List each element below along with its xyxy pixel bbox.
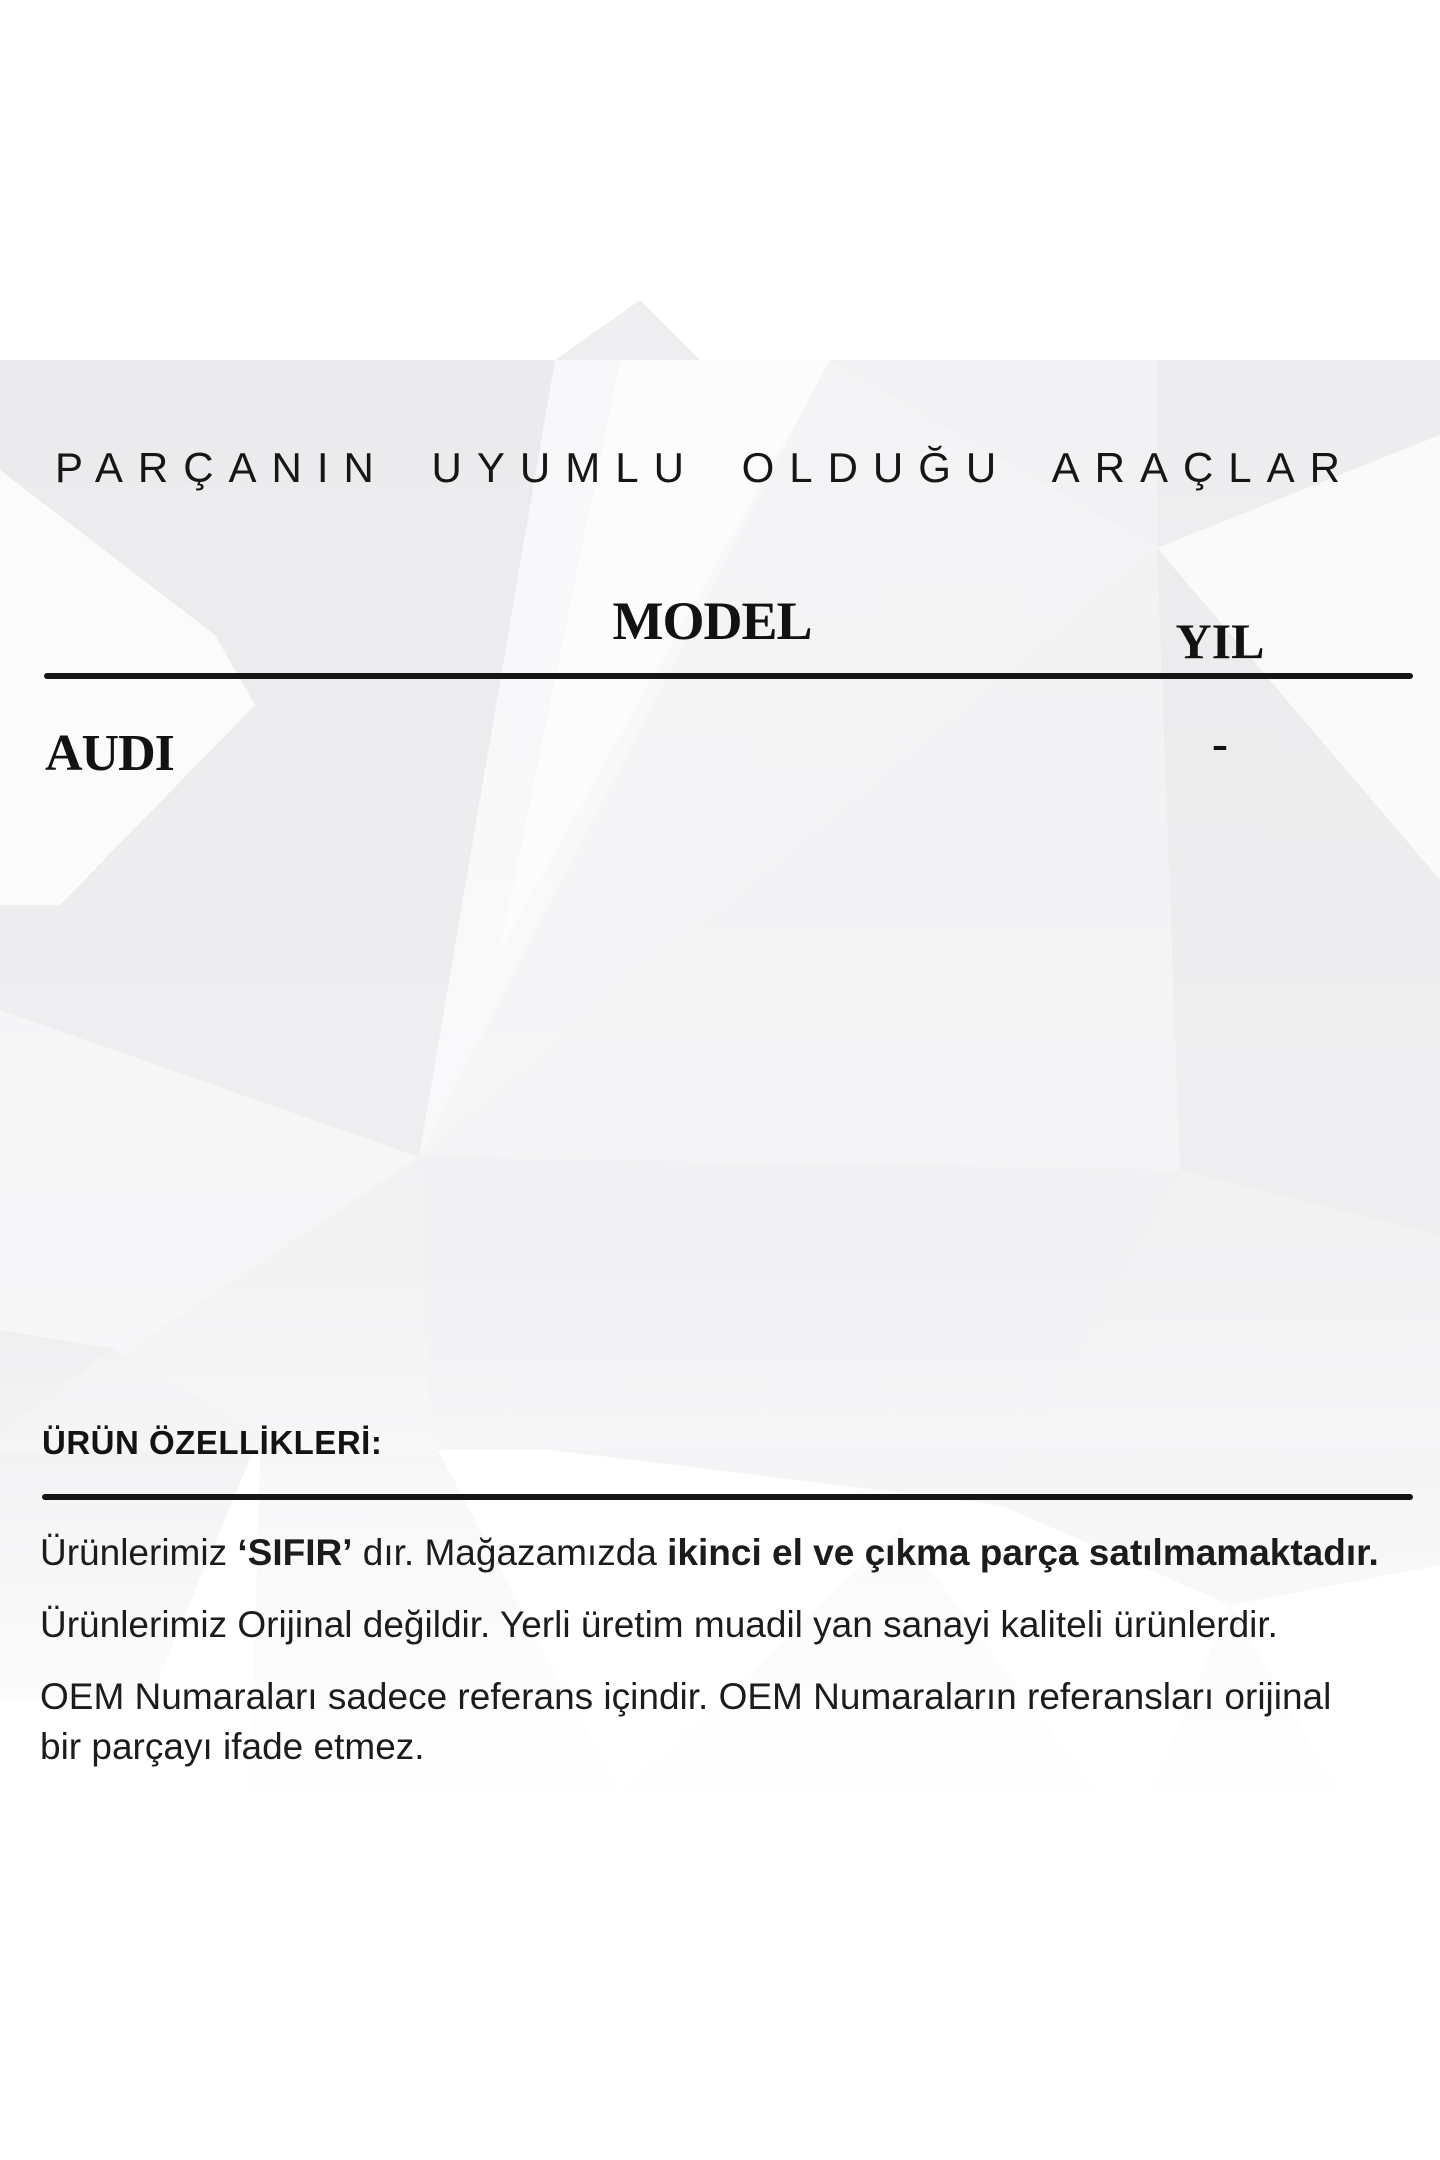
table-row-brand: AUDI bbox=[45, 725, 174, 782]
feature-text: dır. Mağazamızda bbox=[352, 1532, 668, 1573]
feature-paragraph-line bbox=[40, 1600, 1440, 1650]
feature-text: Ürünlerimiz Orijinal değildir. Yerli üretim muadil yan sanayi kaliteli ürünlerdir. bbox=[40, 1604, 1278, 1645]
features-paragraphs bbox=[40, 1528, 1440, 1794]
feature-text: Ürünlerimiz bbox=[40, 1532, 238, 1573]
table-row-year: - bbox=[1212, 717, 1228, 770]
page-title: PARÇANIN UYUMLU OLDUĞU ARAÇLAR bbox=[54, 444, 1356, 491]
feature-text: bir parçayı ifade etmez. bbox=[40, 1726, 425, 1767]
feature-text-bold: ‘SIFIR’ bbox=[237, 1532, 353, 1573]
feature-paragraph bbox=[40, 1528, 1440, 1578]
table-header-model: MODEL bbox=[612, 591, 812, 651]
feature-paragraph bbox=[40, 1600, 1440, 1650]
feature-text-bold: ikinci el ve çıkma parça satılmamaktadır. bbox=[667, 1532, 1379, 1573]
features-divider bbox=[42, 1494, 1413, 1500]
feature-text: OEM Numaraları sadece referans içindir. OEM Numaraların referansları orijinal bbox=[40, 1676, 1332, 1717]
feature-paragraph-line bbox=[40, 1722, 1440, 1772]
table-header-divider bbox=[44, 673, 1413, 679]
table-header-yil: YIL bbox=[1175, 613, 1265, 669]
features-heading: ÜRÜN ÖZELLİKLERİ: bbox=[42, 1424, 383, 1461]
feature-paragraph-line bbox=[40, 1672, 1440, 1722]
feature-paragraph bbox=[40, 1672, 1440, 1772]
feature-paragraph-line bbox=[40, 1528, 1440, 1578]
